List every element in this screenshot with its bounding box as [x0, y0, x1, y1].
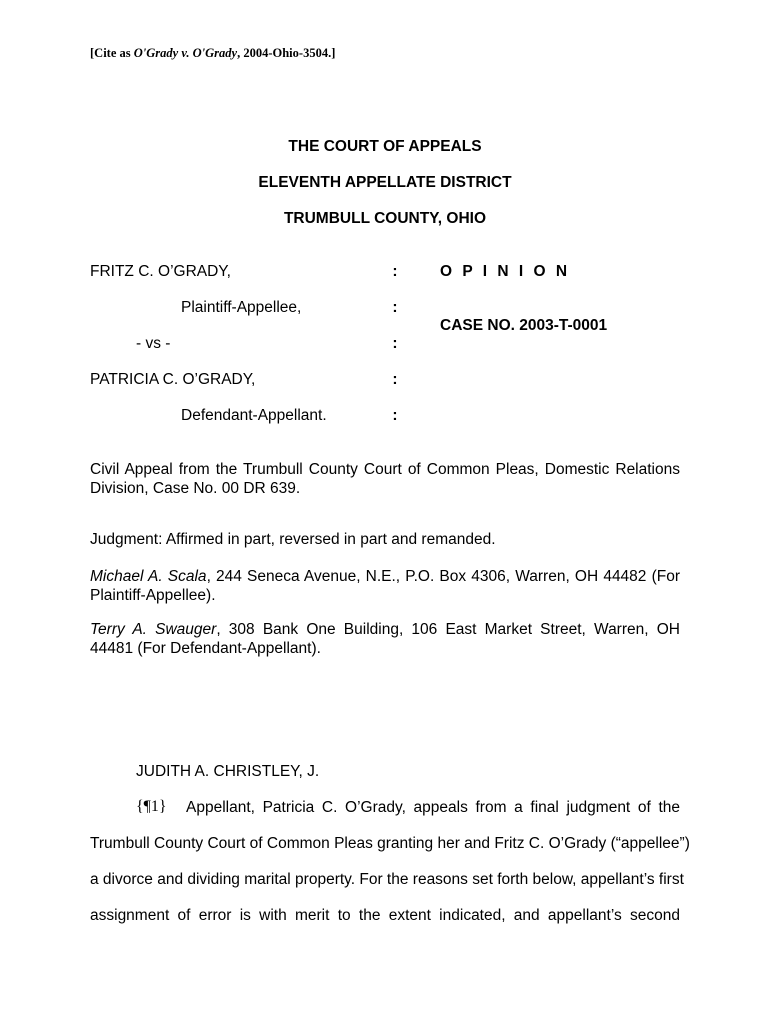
court-name: THE COURT OF APPEALS — [288, 138, 482, 155]
versus: - vs - — [136, 335, 171, 352]
judge-name: JUDITH A. CHRISTLEY, J. — [136, 763, 320, 780]
court-county: TRUMBULL COUNTY, OHIO — [283, 210, 487, 227]
caption-colon: : — [392, 371, 398, 388]
citation-suffix: , 2004-Ohio-3504.] — [237, 46, 336, 60]
paragraph-marker: {¶1} — [136, 798, 167, 815]
opinion-line: Trumbull County Court of Common Pleas granting her and Fritz C. O’Grady (“appellee”) — [90, 835, 690, 852]
judgment: Judgment: Affirmed in part, reversed in part and remanded. — [90, 531, 496, 548]
counsel-appellee — [90, 567, 680, 605]
caption-colon: : — [392, 335, 398, 352]
opinion-line: Appellant, Patricia C. O’Grady, appeals from a final judgment of the — [186, 799, 680, 816]
opinion-line: assignment of error is with merit to the extent indicated, and appellant’s second — [90, 907, 680, 924]
counsel-name: Michael A. Scala — [90, 568, 207, 585]
citation-prefix: [Cite as — [90, 46, 134, 60]
counsel-details: , 244 Seneca Avenue, N.E., P.O. Box 4306, Warren, OH 44482 (For Plaintiff-Appellee). — [90, 568, 680, 604]
plaintiff-name: FRITZ C. O’GRADY, — [90, 263, 231, 280]
defendant-name: PATRICIA C. O’GRADY, — [90, 371, 256, 388]
caption-colon: : — [392, 299, 398, 316]
citation — [90, 46, 335, 61]
defendant-role: Defendant-Appellant. — [181, 407, 327, 424]
caption-colon: : — [392, 263, 398, 280]
counsel-details: , 308 Bank One Building, 106 East Market Street, Warren, OH 44481 (For Defendant-Appellant). — [90, 621, 680, 657]
opinion-label: O P I N I O N — [440, 263, 571, 280]
citation-case-name: O'Grady v. O'Grady — [133, 46, 238, 60]
counsel-appellant — [90, 620, 680, 658]
counsel-name: Terry A. Swauger — [90, 621, 217, 638]
opinion-line: a divorce and dividing marital property. For the reasons set forth below, appellant’s first — [90, 871, 684, 888]
caption-colon: : — [392, 407, 398, 424]
court-district: ELEVENTH APPELLATE DISTRICT — [258, 174, 512, 191]
appeal-info: Civil Appeal from the Trumbull County Court of Common Pleas, Domestic Relations Division, Case No. 00 DR 639. — [90, 461, 680, 497]
plaintiff-role: Plaintiff-Appellee, — [181, 299, 302, 316]
case-number: CASE NO. 2003-T-0001 — [440, 317, 608, 334]
